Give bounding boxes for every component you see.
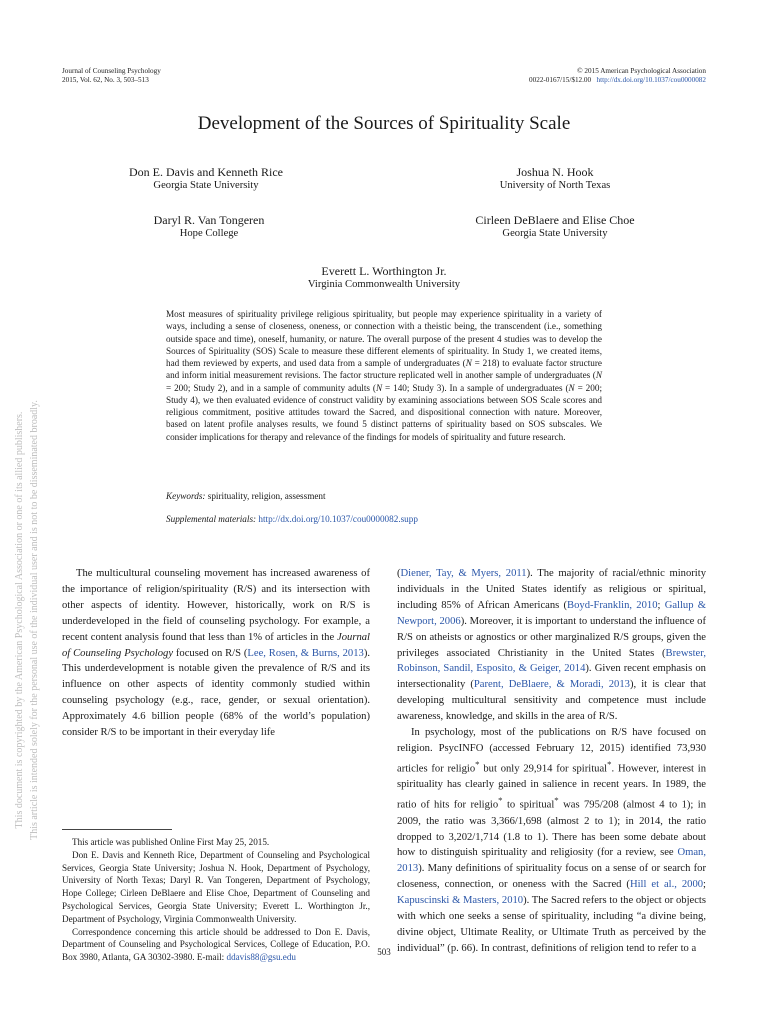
citation-link[interactable]: Lee, Rosen, & Burns, 2013 — [247, 647, 364, 659]
citation-link[interactable]: Oman, 2013 — [397, 847, 706, 875]
footnotes — [62, 836, 370, 964]
author-affiliation: Georgia State University — [153, 180, 259, 191]
journal-header-left — [62, 67, 161, 85]
author-names: Daryl R. Van Tongeren — [153, 213, 265, 227]
footnote: Don E. Davis and Kenneth Rice, Department of Counseling and Psychological Services, Georgia State University; Joshua N. Hook, Department of Psychology, University of North Texas; Daryl R. Van Tongeren, Department of Psychology, Hope College; Cirleen DeBlaere and Elise Choe, Department of Counseling and Psychological Services, Georgia State University; Everett L. Worthington Jr., Department of Psychology, Virginia Commonwealth University. — [62, 849, 370, 924]
journal-volume: 2015, Vol. 62, No. 3, 503–513 — [62, 76, 149, 84]
journal-name: Journal of Counseling Psychology — [62, 67, 161, 75]
journal-name-italic: Journal of Counseling Psychology — [62, 631, 370, 659]
page-number: 503 — [377, 947, 391, 957]
author-block-2 — [445, 165, 665, 193]
keywords — [166, 491, 602, 501]
supp-link[interactable]: http://dx.doi.org/10.1037/cou0000082.supp — [258, 514, 418, 524]
author-affiliation: Virginia Commonwealth University — [307, 279, 461, 290]
doi-link[interactable]: http://dx.doi.org/10.1037/cou0000082 — [596, 76, 706, 84]
author-affiliation: Hope College — [179, 228, 239, 239]
issn: 0022-0167/15/$12.00 — [529, 76, 592, 84]
left-column — [62, 566, 370, 741]
article-title: Development of the Sources of Spirituality Scale — [197, 113, 571, 134]
keywords-label: Keywords: — [166, 491, 206, 501]
side-copyright-notice — [12, 270, 42, 970]
paragraph: The multicultural counseling movement has increased awareness of the importance of religion/spirituality (R/S) and its intersection with other aspects of identity. However, historically, work on R/S is underdeveloped in the field of counseling psychology. For example, a recent content analysis found that less than 1% of articles in the Journal of Counseling Psychology focused on R/S (Lee, Rosen, & Burns, 2013). This underdevelopment is notable given the prevalence of R/S and its influence on other aspects of identity commonly studied within counseling psychology (e.g., race, gender, or sexual orientation). Approximately 4.6 billion people (68% of the world’s population) consider R/S to be important in their everyday life — [62, 568, 371, 739]
author-block-3 — [115, 213, 303, 241]
author-affiliation: Georgia State University — [502, 228, 608, 239]
author-block-1 — [95, 165, 317, 193]
journal-header-right — [529, 67, 706, 85]
paragraph: (Diener, Tay, & Myers, 2011). The majority of racial/ethnic minority individuals in the United States identify as religious or spiritual, including 85% of African Americans (Boyd-Franklin, 2010; Gallup & Newport, 2006). Moreover, it is important to understand the influence of R/S on atheists or agnostics or other marginalized R/S groups, given the privileges associated Christianity in the United States (Brewster, Robinson, Sandil, Esposito, & Geiger, 2014). Given recent emphasis on intersectionality (Parent, DeBlaere, & Moradi, 2013), it is clear that developing multicultural sensitivity and competence must include awareness, knowledge, and skills in the area of R/S. — [397, 568, 706, 723]
author-names: Don E. Davis and Kenneth Rice — [129, 165, 283, 179]
supp-label: Supplemental materials: — [166, 514, 257, 524]
author-names: Cirleen DeBlaere and Elise Choe — [475, 213, 635, 227]
supplemental-materials — [166, 514, 602, 524]
citation-link[interactable]: Diener, Tay, & Myers, 2011 — [400, 568, 527, 579]
author-block-4 — [420, 213, 690, 241]
keywords-list: spirituality, religion, assessment — [207, 491, 326, 501]
author-names: Everett L. Worthington Jr. — [321, 264, 447, 278]
footnote-divider — [62, 829, 172, 830]
email-link[interactable]: ddavis88@gsu.edu — [226, 952, 296, 963]
side-notice-line-1: This document is copyrighted by the American Psychological Association or one of its allied publishers. — [14, 411, 25, 829]
citation-link[interactable]: Boyd-Franklin, 2010 — [567, 599, 658, 611]
right-column — [397, 566, 706, 957]
author-affiliation: University of North Texas — [499, 180, 611, 191]
paragraph: In psychology, most of the publications on R/S have focused on religion. PsycINFO (accessed February 12, 2015) identified 73,930 articles for religio* but only 29,914 for spiritual*. However, interest in spirituality has clearly gained in salience in recent years. In 1989, the ratio of hits for religio* to spiritual* was 795/208 (almost 4 to 1); in 2009, the ratio was 3,366/1,698 (almost 2 to 1); in 2014, the ratio dropped to 3,202/1,714 (1.8 to 1). There has been some debate about how to distinguish spirituality and religiosity (for a review, see Oman, 2013). Many definitions of spirituality focus on a sense of or search for closeness, connection, or oneness with the Sacred (Hill et al., 2000; Kapuscinski & Masters, 2010). The Sacred refers to the object or objects with which one seeks a sense of spirituality, including “a divine being, divine object, Ultimate Reality, or Ultimate Truth as perceived by the individual” (p. 66). In contrast, definitions of religion tend to refer to a — [397, 727, 706, 954]
footnote: This article was published Online First May 25, 2015. — [72, 837, 270, 847]
author-block-5 — [234, 264, 534, 292]
footnote: Correspondence concerning this article should be addressed to Don E. Davis, Department of Counseling and Psychological Services, College of Education, P.O. Box 3980, Atlanta, GA 30302-3980. E-mail: ddavis88@gsu.edu — [62, 926, 370, 963]
citation-link[interactable]: Brewster, Robinson, Sandil, Esposito, & Geiger, 2014 — [397, 647, 706, 675]
abstract: Most measures of spirituality privilege religious spirituality, but people may experience spirituality in a variety of ways, including a sense of closeness, oneness, or connection with a theistic being, the transcendent (i.e., something outside space and time), oneself, humanity, or nature. The overall purpose of the present 4 studies was to develop the Sources of Spirituality (SOS) Scale to measure these different elements of spirituality. In Study 1, we created items, had them reviewed by experts, and used data from a sample of undergraduates (N = 218) to evaluate factor structure and inform initial measurement revisions. The factor structure replicated well in another sample of undergraduates (N = 200; Study 2), and in a sample of community adults (N = 140; Study 3). In a sample of undergraduates (N = 200; Study 4), we then evaluated evidence of construct validity by examining associations between SOS Scale scores and religious commitment, positive attitudes toward the Sacred, and dispositional connection with nature. Moreover, based on latent profile analyses results, we found 5 distinct patterns of spirituality based on SOS subscales. We consider implications for therapy and relevance of the findings for models of spirituality and future research. — [166, 309, 603, 442]
side-notice-line-2: This article is intended solely for the personal use of the individual user and is not to be disseminated broadly. — [29, 400, 40, 840]
author-names: Joshua N. Hook — [516, 165, 594, 179]
citation-link[interactable]: Kapuscinski & Masters, 2010 — [397, 895, 524, 907]
issn-doi-line — [529, 76, 706, 85]
citation-link[interactable]: Hill et al., 2000 — [629, 879, 704, 891]
citation-link[interactable]: Gallup & Newport, 2006 — [397, 599, 706, 627]
copyright-line: © 2015 American Psychological Association — [577, 67, 706, 75]
citation-link[interactable]: Parent, DeBlaere, & Moradi, 2013 — [473, 679, 630, 691]
